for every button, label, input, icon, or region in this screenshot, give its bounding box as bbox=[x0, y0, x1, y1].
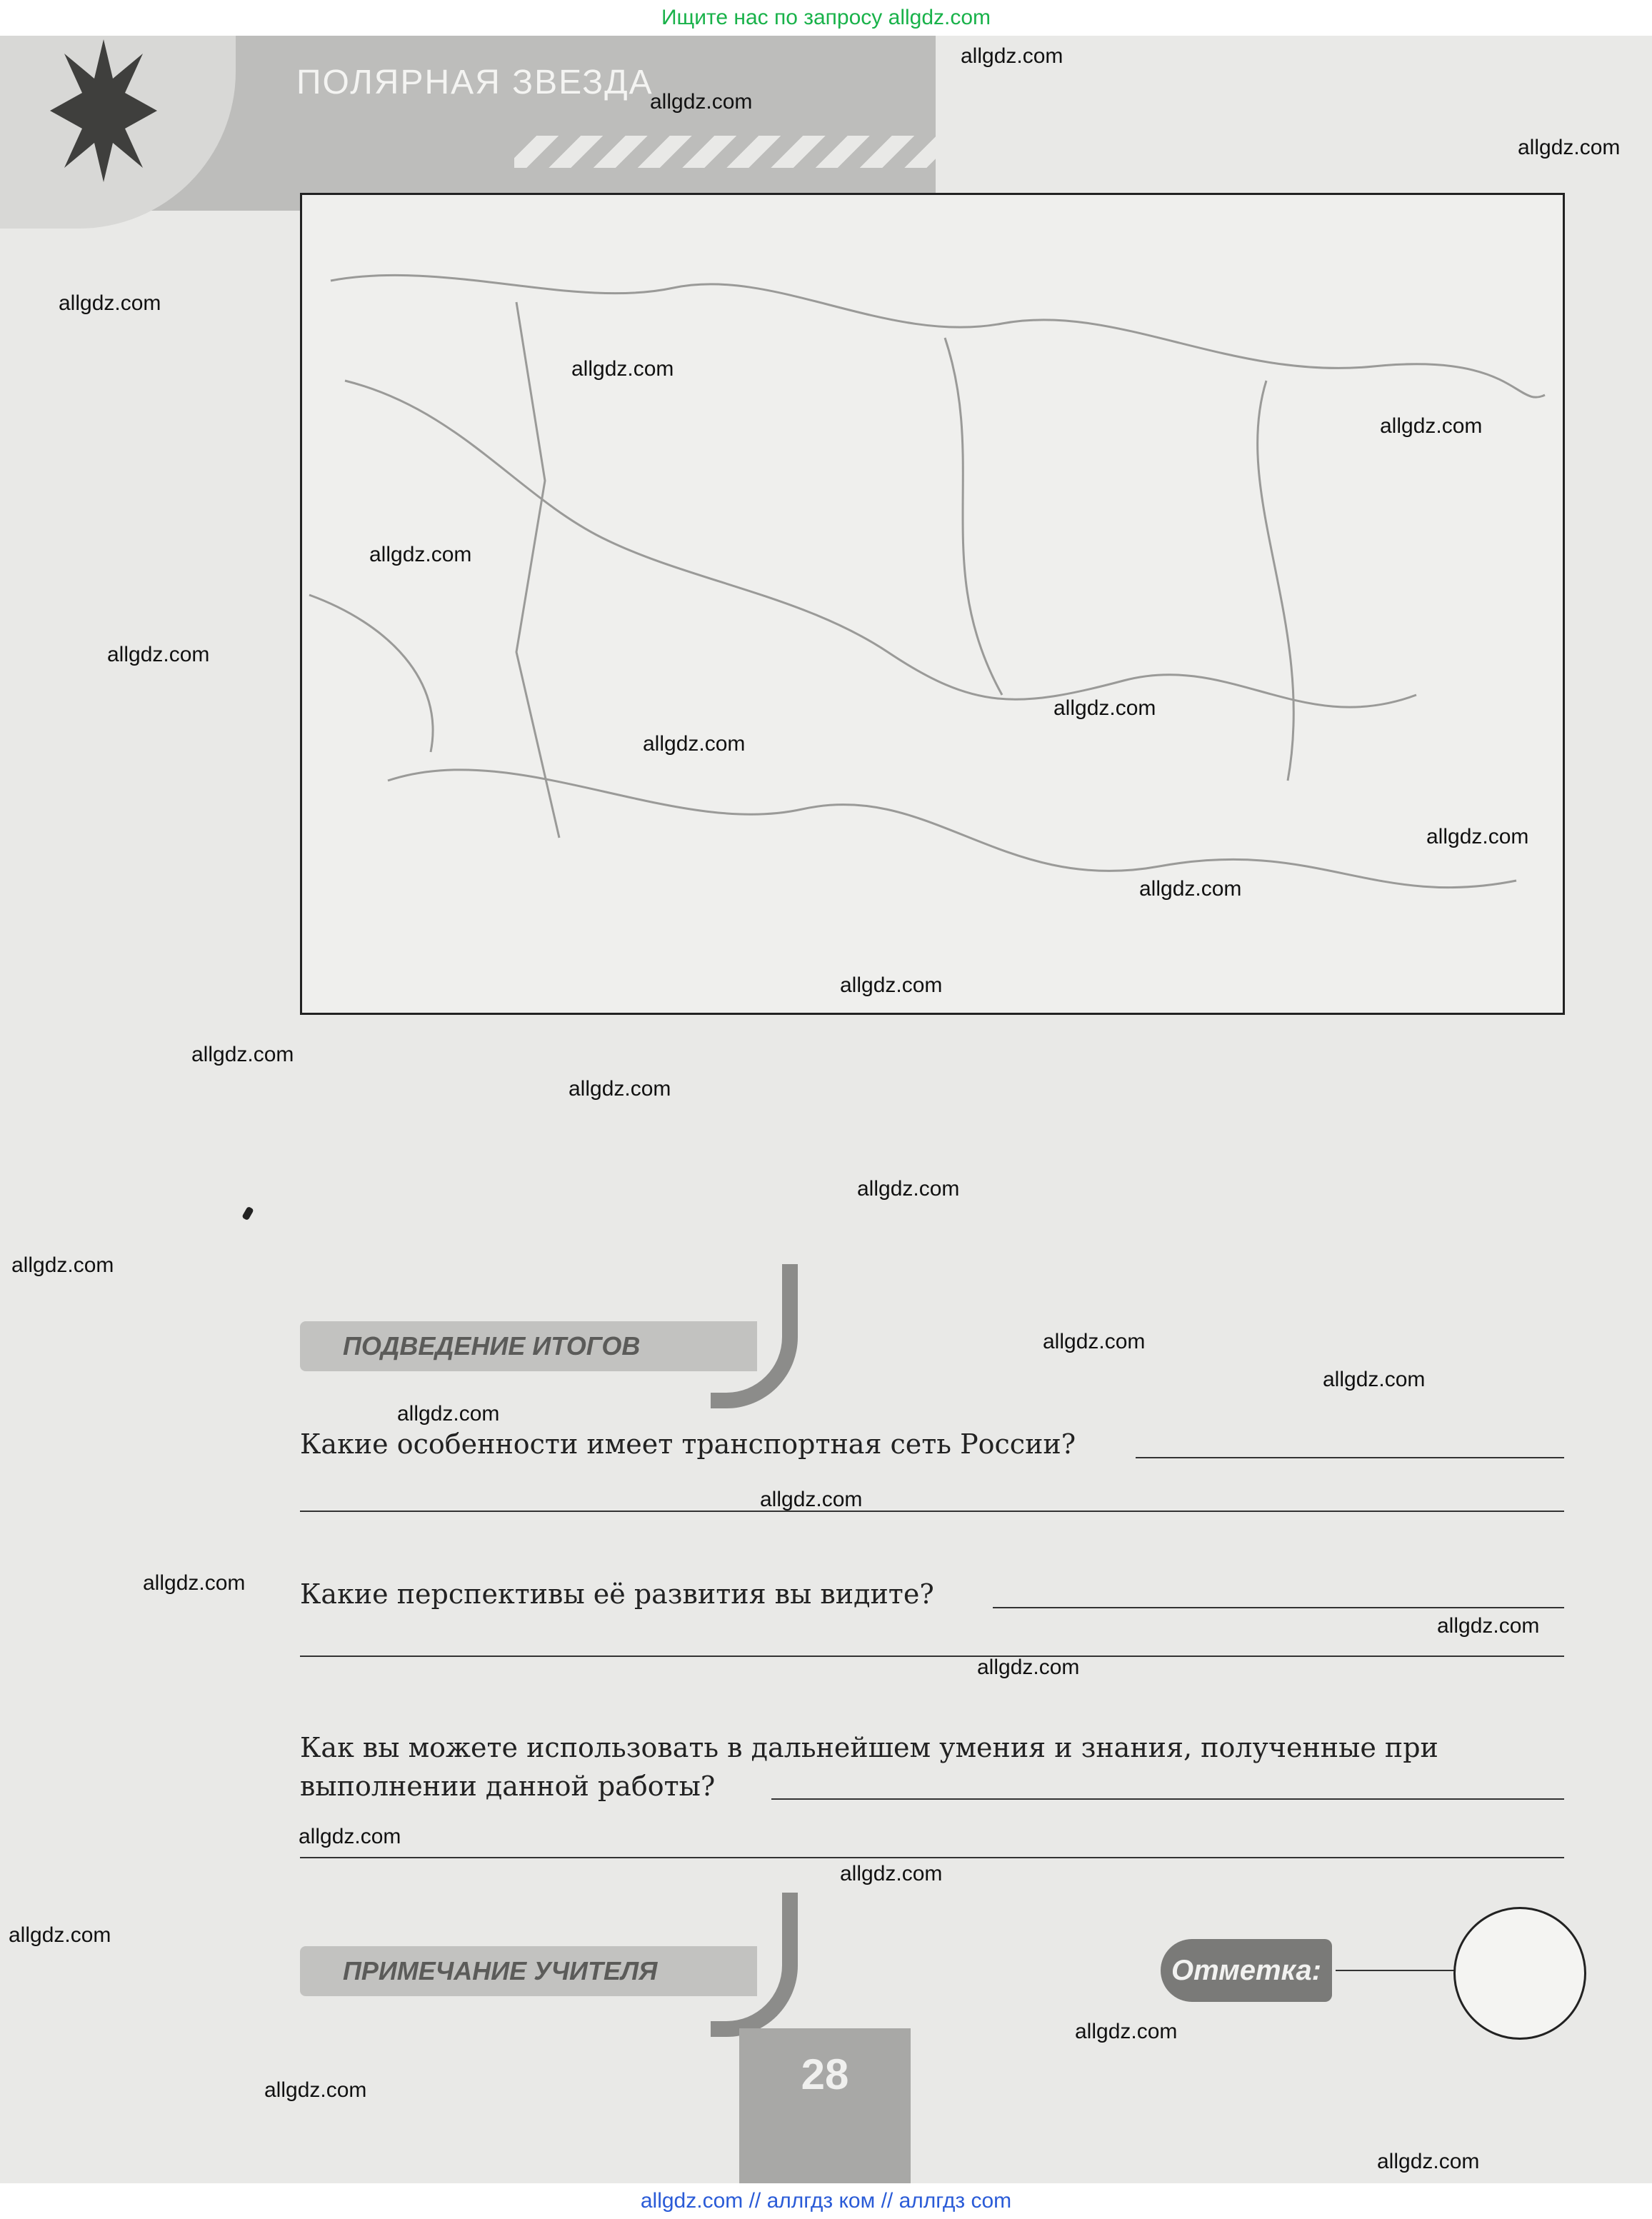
header-zigzag bbox=[514, 136, 936, 168]
watermark: allgdz.com bbox=[143, 1571, 246, 1595]
top-search-banner[interactable]: Ищите нас по запросу allgdz.com bbox=[0, 0, 1652, 36]
watermark: allgdz.com bbox=[857, 1177, 960, 1201]
answer-line[interactable] bbox=[300, 1857, 1564, 1858]
watermark: allgdz.com bbox=[650, 90, 753, 114]
watermark: allgdz.com bbox=[1377, 2150, 1480, 2173]
watermark: allgdz.com bbox=[9, 1923, 111, 1947]
watermark: allgdz.com bbox=[59, 291, 161, 315]
section-summary-tab bbox=[300, 1321, 757, 1371]
watermark: allgdz.com bbox=[369, 543, 472, 566]
answer-line[interactable] bbox=[1136, 1457, 1564, 1458]
watermark: allgdz.com bbox=[840, 973, 943, 997]
watermark: allgdz.com bbox=[397, 1402, 500, 1426]
answer-line[interactable] bbox=[300, 1511, 1564, 1512]
question-3: Как вы можете использовать в дальнейшем умения и знания, полученные при выполнении данной работы? bbox=[300, 1732, 1438, 1802]
watermark: allgdz.com bbox=[571, 357, 674, 381]
star-logo-icon bbox=[50, 39, 157, 182]
teacher-note-line[interactable] bbox=[1336, 1970, 1457, 1971]
page-number-box bbox=[739, 2028, 911, 2183]
watermark: allgdz.com bbox=[1518, 136, 1621, 159]
watermark: allgdz.com bbox=[977, 1656, 1080, 1679]
section-teacher-note-label: ПРИМЕЧАНИЕ УЧИТЕЛЯ bbox=[343, 1956, 658, 1985]
watermark: allgdz.com bbox=[1380, 414, 1483, 438]
watermark: allgdz.com bbox=[840, 1862, 943, 1885]
watermark: allgdz.com bbox=[1053, 696, 1156, 720]
answer-line[interactable] bbox=[993, 1607, 1564, 1608]
watermark: allgdz.com bbox=[1043, 1330, 1146, 1353]
grade-circle[interactable] bbox=[1453, 1907, 1586, 2040]
watermark: allgdz.com bbox=[191, 1043, 294, 1066]
section-summary-label: ПОДВЕДЕНИЕ ИТОГОВ bbox=[343, 1331, 641, 1361]
section-summary-swoosh bbox=[711, 1264, 798, 1408]
question-2: Какие перспективы её развития вы видите? bbox=[300, 1578, 934, 1610]
watermark: allgdz.com bbox=[1323, 1368, 1426, 1391]
watermark: allgdz.com bbox=[961, 44, 1063, 68]
header-title: ПОЛЯРНАЯ ЗВЕЗДА bbox=[296, 64, 654, 101]
grade-label-pill bbox=[1161, 1939, 1332, 2002]
watermark: allgdz.com bbox=[1075, 2020, 1178, 2043]
watermark: allgdz.com bbox=[1426, 825, 1529, 848]
watermark: allgdz.com bbox=[1437, 1614, 1540, 1638]
watermark: allgdz.com bbox=[569, 1077, 671, 1101]
watermark: allgdz.com bbox=[643, 732, 746, 756]
watermark: allgdz.com bbox=[1139, 877, 1242, 901]
question-1: Какие особенности имеет транспортная сеть России? bbox=[300, 1428, 1076, 1460]
section-teacher-note-swoosh bbox=[711, 1893, 798, 2037]
watermark: allgdz.com bbox=[11, 1253, 114, 1277]
watermark: allgdz.com bbox=[107, 643, 210, 666]
grade-label: Отметка: bbox=[1171, 1955, 1321, 1986]
section-teacher-note-tab bbox=[300, 1946, 757, 1996]
page-number: 28 bbox=[801, 2050, 849, 2098]
answer-line[interactable] bbox=[300, 1656, 1564, 1657]
watermark: allgdz.com bbox=[299, 1825, 401, 1848]
answer-line[interactable] bbox=[771, 1798, 1564, 1800]
watermark: allgdz.com bbox=[760, 1488, 863, 1511]
watermark: allgdz.com bbox=[264, 2078, 367, 2102]
map-drawing-area[interactable] bbox=[300, 193, 1565, 1015]
bottom-search-banner[interactable]: allgdz.com // аллгдз ком // аллгдз com bbox=[0, 2183, 1652, 2219]
pen-mark bbox=[241, 1206, 254, 1221]
